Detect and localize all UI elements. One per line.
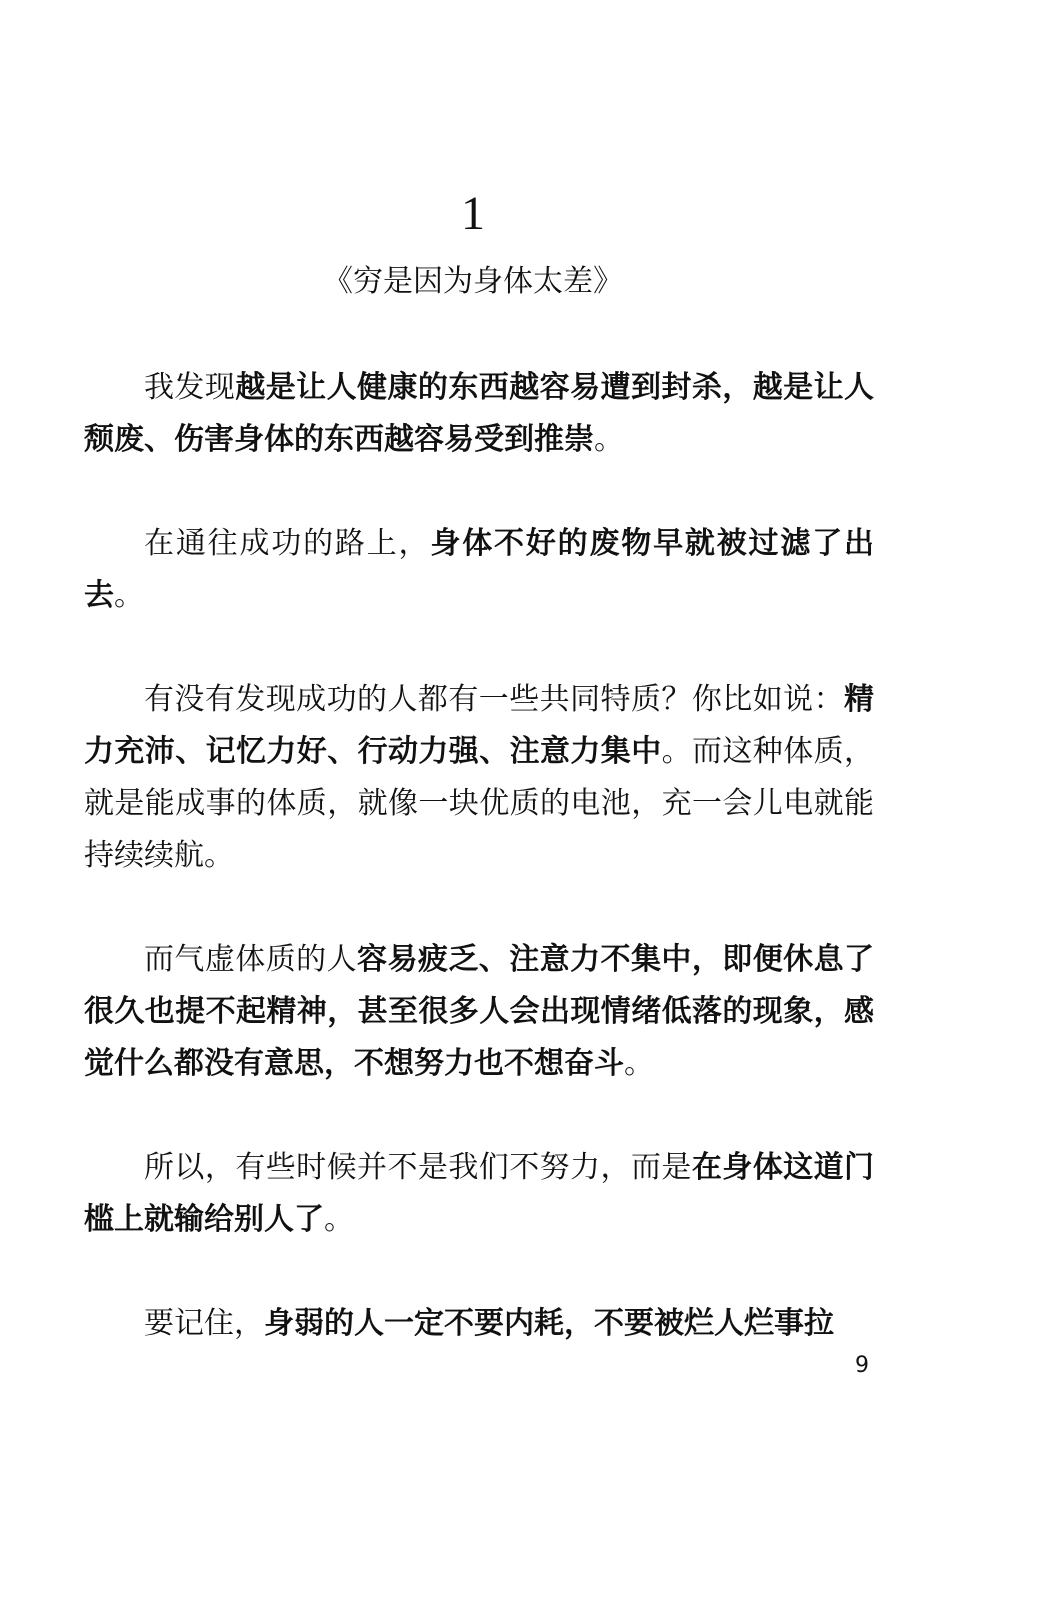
paragraph — [84, 1298, 874, 1350]
body-text: 。而这种体质，就是能成事的体质，就像一块优质的电池，充一会儿电就能持续续航。 — [84, 734, 875, 873]
body-text: 。 — [324, 1202, 354, 1237]
body-text: 在通往成功的路上， — [144, 526, 431, 561]
emphasis-text: 容易疲乏、注意力不集中，即便休息了很久也提不起精神，甚至很多人会出现情绪低落的现象，感觉什么都没有意思，不想努力也不想奋斗 — [84, 942, 875, 1081]
body-text: 。 — [594, 422, 624, 457]
body-text: 要记住， — [144, 1306, 264, 1341]
emphasis-text: 身弱的人一定不要内耗，不要被烂人烂事拉 — [264, 1306, 834, 1341]
paragraph — [84, 674, 874, 882]
paragraph — [84, 1142, 874, 1246]
chapter-number: 1 — [461, 187, 485, 240]
emphasis-text: 精力充沛、记忆力好、行动力强、注意力集中 — [84, 682, 874, 769]
chapter-title: 《穷是因为身体太差》 — [323, 264, 623, 299]
body-text: 而气虚体质的人 — [144, 942, 358, 977]
body-text: 。 — [114, 578, 144, 613]
paragraph — [84, 362, 874, 466]
emphasis-text: 身体不好的废物早就被过滤了出去 — [84, 526, 875, 613]
emphasis-text: 在身体这道门槛上就输给别人了 — [84, 1150, 875, 1237]
body-text: 所以，有些时候并不是我们不努力，而是 — [144, 1150, 692, 1185]
body-text: 有没有发现成功的人都有一些共同特质？你比如说： — [144, 682, 844, 717]
body-text: 。 — [624, 1046, 654, 1081]
emphasis-text: 越是让人健康的东西越容易遭到封杀，越是让人颓废、伤害身体的东西越容易受到推崇 — [84, 370, 875, 457]
paragraph — [84, 518, 874, 622]
page-number: 9 — [855, 1353, 869, 1378]
body-text: 我发现 — [144, 370, 236, 405]
paragraph — [84, 934, 874, 1090]
